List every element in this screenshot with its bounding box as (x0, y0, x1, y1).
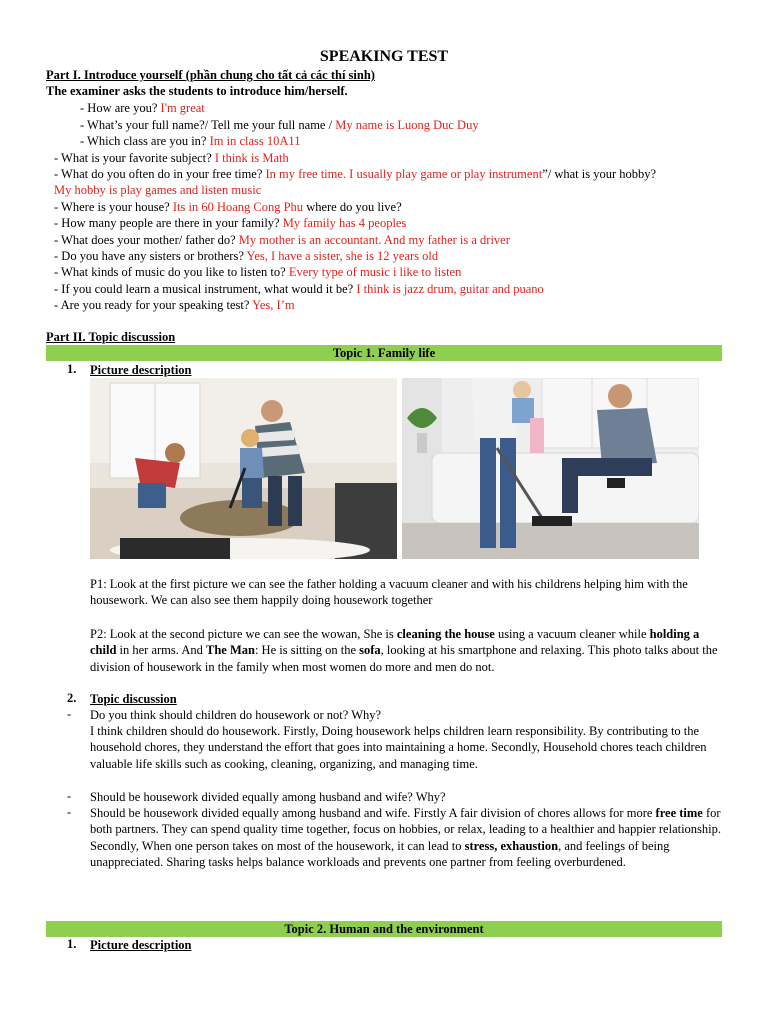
page-title: SPEAKING TEST (319, 48, 449, 65)
qa-line: - If you could learn a musical instrument, what would it be? I think is jazz drum, guitar and puano (54, 282, 544, 296)
part1-heading: Part I. Introduce yourself (phần chung cho tất cả các thí sinh) (46, 68, 375, 82)
part1-instruction: The examiner asks the students to introduce him/herself. (46, 84, 348, 98)
qa-line: - What kinds of music do you like to listen to? Every type of music i like to listen (54, 265, 462, 279)
bullet-dash: - (67, 707, 72, 721)
picture-description-heading: Picture description (90, 938, 192, 952)
qa-line: - What’s your full name?/ Tell me your full name / My name is Luong Duc Duy (80, 118, 479, 132)
bullet-dash: - (67, 789, 72, 803)
qa-line: - What do you often do in your free time? In my free time. I usually play game or play instrument”/ what is your hobby? (54, 167, 657, 181)
qa-line: - Where is your house? Its in 60 Hoang Cong Phu where do you live? (54, 200, 402, 214)
qa-line: - What does your mother/ father do? My mother is an accountant. And my father is a driver (54, 233, 510, 247)
discussion-question-2: Should be housework divided equally among husband and wife? Why? (90, 790, 446, 804)
discussion-answer-2: Should be housework divided equally among husband and wife. Firstly A fair division of chores allows for more free time for both partners. They can spend quality time together, focus on hobbies, or relax, leading to a healthier and happier relationship. Secondly, When one person takes on most of the housework, it can lead to stress, exhaustion, and feelings of being unappreciated. Sharing tasks helps balance workloads and prevents one partner from feeling overburdened. (90, 806, 722, 869)
section-number: 2. (67, 691, 77, 705)
qa-line: My hobby is play games and listen music (54, 183, 262, 197)
qa-line: - Do you have any sisters or brothers? Yes, I have a sister, she is 12 years old (54, 249, 439, 263)
qa-line: - What is your favorite subject? I think is Math (54, 151, 289, 165)
topic-discussion-heading: Topic discussion (90, 692, 177, 706)
discussion-question-1: Do you think should children do housework or not? Why? (90, 708, 382, 722)
family-housework-photo (90, 378, 397, 559)
qa-line: - How are you? I'm great (80, 101, 205, 115)
topic2-band: Topic 2. Human and the environment (46, 921, 722, 937)
picture1-description: P1: Look at the first picture we can see the father holding a vacuum cleaner and with his childrens helping him with the housework. We can also see them happily doing housework together (90, 577, 688, 608)
qa-line: - How many people are there in your family? My family has 4 peoples (54, 216, 407, 230)
topic1-band: Topic 1. Family life (46, 345, 722, 361)
woman-cleaning-photo (402, 378, 699, 559)
picture2-description: P2: Look at the second picture we can see the wowan, She is cleaning the house using a vacuum cleaner while holding a child in her arms. And The Man: He is sitting on the sofa, looking at his smartphone and relaxing. This photo talks about the division of housework in the family when most women do more and men do not. (90, 627, 718, 674)
qa-line: - Which class are you in? Im in class 10A11 (80, 134, 301, 148)
qa-line: - Are you ready for your speaking test? Yes, I’m (54, 298, 295, 312)
part2-heading: Part II. Topic discussion (46, 330, 176, 344)
section-number: 1. (67, 362, 77, 376)
section-number: 1. (67, 937, 77, 951)
bullet-dash: - (67, 805, 72, 819)
discussion-answer-1: I think children should do housework. Firstly, Doing housework helps children learn responsibility. By contributing to the household chores, they understand the effort that goes into maintaining a home. Secondly, Household chores teach children valuable life skills such as cooking, cleaning, organizing, and managing time. (90, 724, 707, 771)
picture-description-heading: Picture description (90, 363, 192, 377)
